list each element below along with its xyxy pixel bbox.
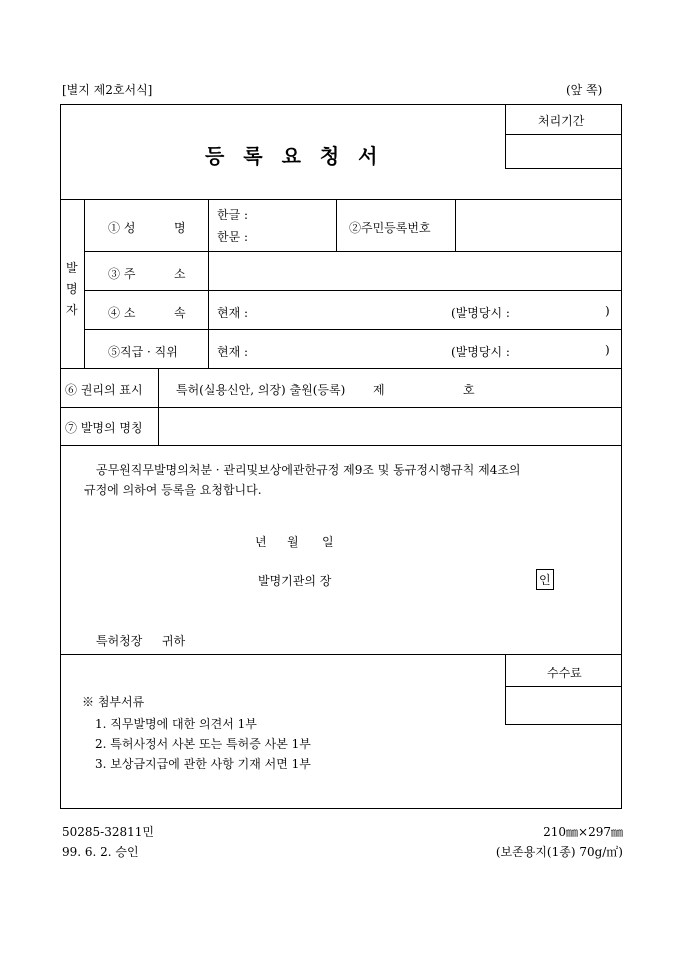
- processing-period-label: 처리기간: [538, 114, 585, 128]
- rights-label: ⑥ 권리의 표시: [65, 383, 143, 397]
- rights-number-suffix: 호: [463, 383, 475, 397]
- page-side: (앞 쪽): [566, 83, 603, 97]
- address-label-end: 소: [174, 267, 186, 281]
- request-text-line2: 규정에 의하여 등록을 요청합니다.: [84, 483, 262, 497]
- invention-name-field[interactable]: [159, 408, 621, 444]
- name-label: ① 성: [108, 221, 136, 235]
- position-at-invention-field[interactable]: (발명당시 :: [451, 345, 510, 359]
- form-code: 50285-32811민: [62, 825, 154, 839]
- affiliation-label-end: 속: [174, 306, 186, 320]
- processing-period-field[interactable]: [506, 135, 621, 167]
- rights-number-field[interactable]: [387, 372, 457, 402]
- paper-type: (보존용지(1종) 70g/㎡): [495, 845, 623, 859]
- invention-name-label: ⑦ 발명의 명칭: [65, 421, 143, 435]
- attachment-item-2: 2. 특허사정서 사본 또는 특허증 사본 1부: [95, 737, 311, 751]
- name-hanja-field[interactable]: 한문 :: [217, 230, 249, 244]
- seal-box[interactable]: 인: [536, 569, 554, 590]
- form-number: [별지 제2호서식]: [62, 83, 153, 97]
- date-year[interactable]: 년: [255, 535, 267, 549]
- form-title: 등 록 요 청 서: [205, 144, 384, 168]
- inventor-section-label: 발 명 자: [66, 261, 78, 317]
- attachment-item-3: 3. 보상금지급에 관한 사항 기재 서면 1부: [95, 757, 311, 771]
- resident-number-label: ②주민등록번호: [349, 221, 431, 235]
- date-day[interactable]: 일: [322, 535, 334, 549]
- address-label: ③ 주: [108, 267, 136, 281]
- position-label: ⑤직급 · 직위: [108, 345, 178, 359]
- address-field[interactable]: [209, 252, 621, 289]
- attachments-title: ※ 첨부서류: [82, 695, 145, 709]
- date-month[interactable]: 월: [287, 535, 299, 549]
- name-korean-field[interactable]: 한글 :: [217, 208, 249, 222]
- position-current-field[interactable]: 현재 :: [217, 345, 249, 359]
- affiliation-label: ④ 소: [108, 306, 136, 320]
- attachment-item-1: 1. 직무발명에 대한 의견서 1부: [95, 717, 257, 731]
- position-close-paren: ): [605, 343, 610, 357]
- request-text-line1: 공무원직무발명의처분 · 관리및보상에관한규정 제9조 및 동규정시행규칙 제4조의: [96, 463, 521, 477]
- fee-label: 수수료: [547, 666, 582, 680]
- affiliation-at-invention-field[interactable]: (발명당시 :: [451, 306, 510, 320]
- affiliation-current-field[interactable]: 현재 :: [217, 306, 249, 320]
- paper-size: 210㎜×297㎜: [543, 825, 623, 839]
- resident-number-field[interactable]: [456, 200, 621, 250]
- institution-head-label: 발명기관의 장: [258, 574, 332, 588]
- recipient: 특허청장: [96, 634, 143, 648]
- affiliation-close-paren: ): [605, 304, 610, 318]
- fee-field[interactable]: [506, 687, 621, 723]
- rights-text: 특허(실용신안, 의장) 출원(등록): [176, 383, 346, 397]
- name-label-end: 명: [174, 221, 186, 235]
- approval-date: 99. 6. 2. 승인: [62, 845, 139, 859]
- honorific: 귀하: [162, 634, 186, 648]
- rights-number-prefix: 제: [373, 383, 385, 397]
